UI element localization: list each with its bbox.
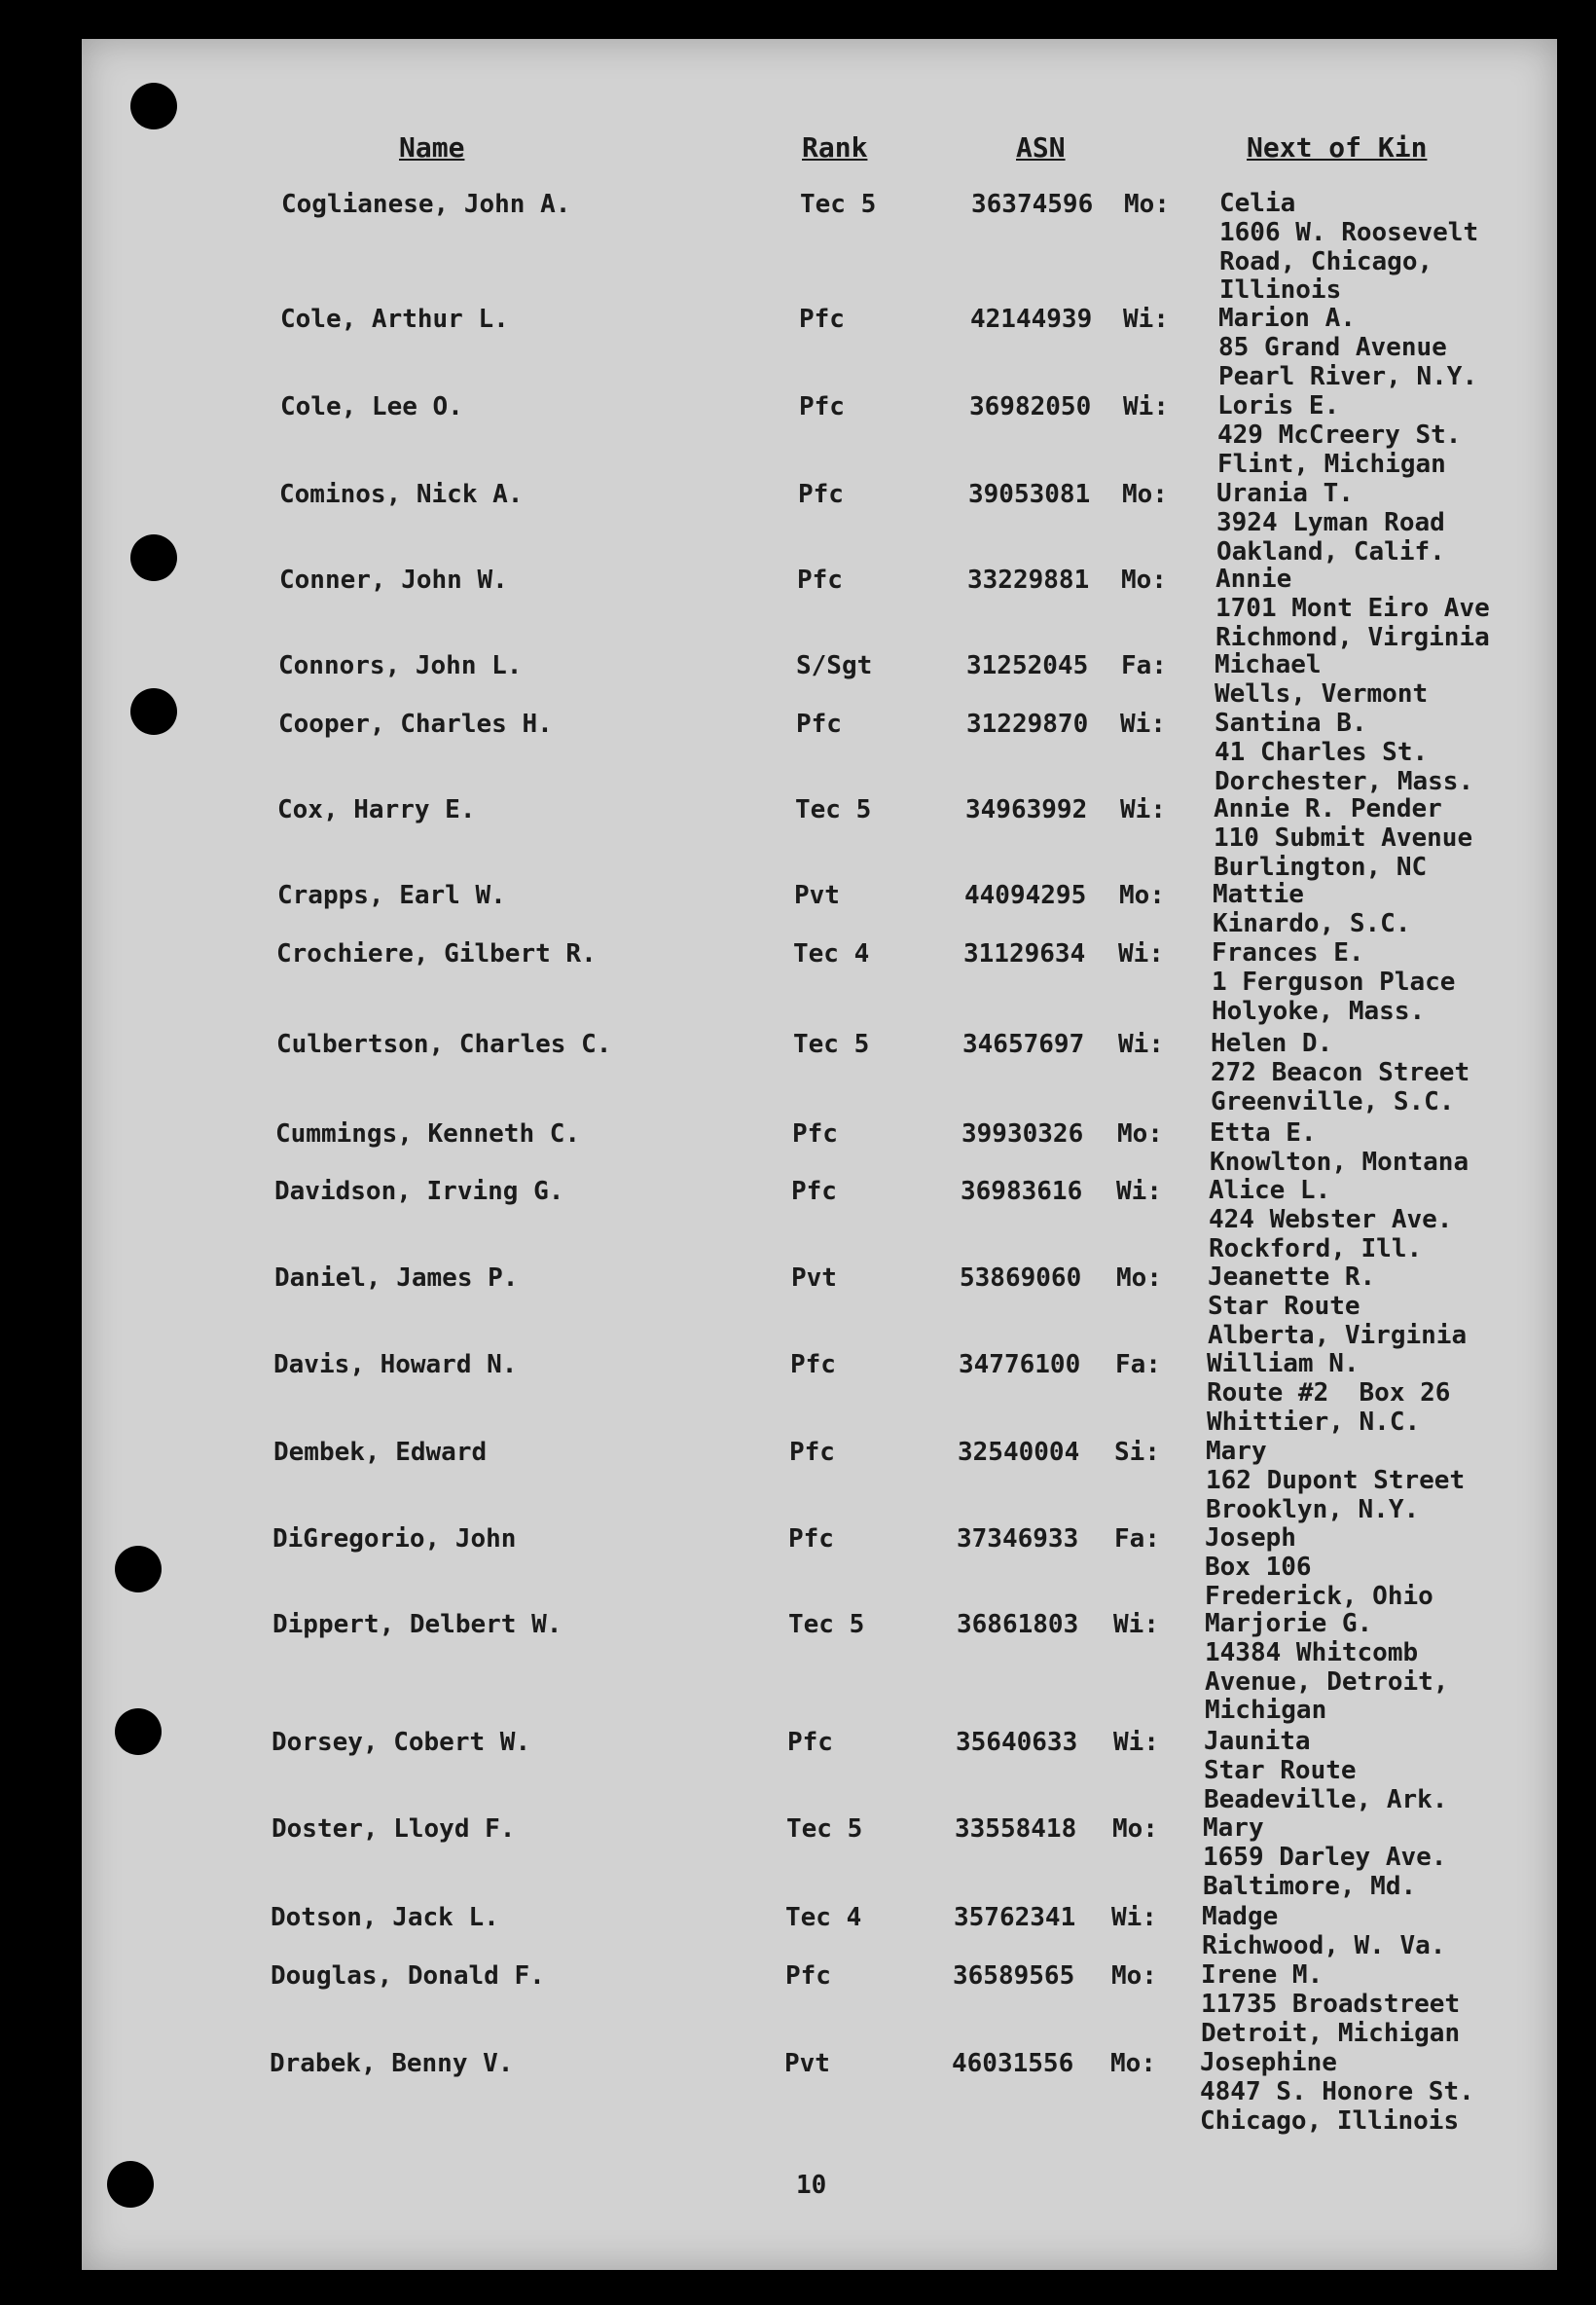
kin-line: Mary <box>1206 1437 1267 1466</box>
punch-hole <box>115 1708 162 1755</box>
kin-line: Flint, Michigan <box>1217 449 1446 479</box>
soldier-name: Connors, John L. <box>278 651 523 680</box>
soldier-rank: Tec 5 <box>800 190 877 219</box>
next-of-kin-address <box>1215 710 1473 796</box>
soldier-name: Cole, Lee O. <box>280 392 463 421</box>
soldier-name: Davis, Howard N. <box>273 1350 518 1379</box>
kin-line: Kinardo, S.C. <box>1213 908 1411 938</box>
kin-line: Mattie <box>1213 880 1304 909</box>
soldier-rank: Pfc <box>790 1350 836 1379</box>
kin-line: 41 Charles St. <box>1215 737 1429 767</box>
soldier-rank: Tec 4 <box>793 939 870 969</box>
kin-line: Rockford, Ill. <box>1209 1233 1423 1263</box>
kin-line: 1659 Darley Ave. <box>1203 1842 1447 1872</box>
kin-relation: Mo: <box>1116 1263 1162 1293</box>
soldier-rank: Pfc <box>789 1438 835 1467</box>
kin-line: Holyoke, Mass. <box>1212 996 1426 1026</box>
next-of-kin-address <box>1200 2049 1474 2136</box>
kin-line: 1701 Mont Eiro Ave <box>1215 593 1490 623</box>
soldier-asn: 42144939 <box>970 305 1093 334</box>
soldier-asn: 32540004 <box>958 1438 1080 1467</box>
soldier-asn: 44094295 <box>964 881 1087 910</box>
soldier-name: Daniel, James P. <box>274 1263 519 1293</box>
kin-line: Frances E. <box>1212 938 1364 968</box>
soldier-asn: 39053081 <box>968 480 1091 509</box>
next-of-kin-address <box>1215 651 1428 710</box>
kin-line: Beadeville, Ark. <box>1204 1784 1448 1814</box>
soldier-asn: 39930326 <box>961 1119 1084 1149</box>
next-of-kin-address <box>1214 795 1472 882</box>
soldier-rank: Pfc <box>799 392 845 421</box>
kin-relation: Mo: <box>1111 1961 1157 1991</box>
soldier-asn: 36374596 <box>971 190 1094 219</box>
next-of-kin-address <box>1213 881 1411 939</box>
kin-relation: Wi: <box>1123 305 1169 334</box>
kin-line: 1 Ferguson Place <box>1212 967 1456 997</box>
soldier-rank: Pfc <box>788 1524 834 1554</box>
kin-relation: Fa: <box>1114 1524 1160 1554</box>
next-of-kin-address <box>1205 1610 1448 1726</box>
kin-line: Star Route <box>1204 1755 1357 1785</box>
kin-line: Josephine <box>1200 2048 1337 2077</box>
kin-line: Star Route <box>1208 1291 1360 1321</box>
soldier-name: Culbertson, Charles C. <box>276 1030 612 1059</box>
soldier-name: Douglas, Donald F. <box>271 1961 545 1991</box>
kin-relation: Wi: <box>1118 939 1164 969</box>
next-of-kin-address <box>1210 1119 1469 1178</box>
kin-relation: Wi: <box>1123 392 1169 421</box>
kin-line: Alice L. <box>1209 1176 1331 1205</box>
soldier-rank: Tec 5 <box>786 1814 863 1844</box>
kin-relation: Mo: <box>1117 1119 1163 1149</box>
next-of-kin-address <box>1201 1961 1460 2048</box>
next-of-kin-address <box>1204 1728 1447 1814</box>
kin-line: Michigan <box>1205 1696 1327 1726</box>
kin-line: 4847 S. Honore St. <box>1200 2076 1474 2106</box>
next-of-kin-address <box>1217 392 1461 479</box>
next-of-kin-address <box>1203 1814 1446 1901</box>
soldier-name: Doster, Lloyd F. <box>272 1814 516 1844</box>
kin-line: Celia <box>1219 189 1296 218</box>
kin-line: Greenville, S.C. <box>1211 1086 1455 1116</box>
soldier-name: Drabek, Benny V. <box>270 2049 514 2078</box>
soldier-name: Crochiere, Gilbert R. <box>276 939 597 969</box>
kin-line: Box 106 <box>1205 1552 1312 1582</box>
soldier-asn: 31229870 <box>966 710 1089 739</box>
kin-line: Jaunita <box>1204 1727 1311 1756</box>
soldier-name: DiGregorio, John <box>272 1524 517 1554</box>
kin-line: Joseph <box>1205 1523 1296 1553</box>
kin-line: Richmond, Virginia <box>1215 622 1490 652</box>
soldier-name: Crapps, Earl W. <box>277 881 506 910</box>
soldier-rank: Pfc <box>787 1728 833 1757</box>
next-of-kin-address <box>1209 1177 1452 1263</box>
kin-line: Oakland, Calif. <box>1216 536 1445 567</box>
kin-line: Jeanette R. <box>1208 1262 1376 1292</box>
next-of-kin-address <box>1215 566 1490 652</box>
soldier-name: Conner, John W. <box>279 566 508 595</box>
kin-line: 14384 Whitcomb <box>1205 1637 1419 1667</box>
next-of-kin-address <box>1206 1438 1465 1524</box>
soldier-asn: 34963992 <box>965 795 1088 824</box>
kin-line: Brooklyn, N.Y. <box>1206 1494 1420 1524</box>
soldier-name: Cummings, Kenneth C. <box>275 1119 581 1149</box>
header-rank: Rank <box>802 131 868 164</box>
kin-line: 424 Webster Ave. <box>1209 1204 1453 1234</box>
soldier-rank: Pfc <box>785 1961 831 1991</box>
kin-line: Annie <box>1215 565 1292 594</box>
kin-line: Baltimore, Md. <box>1203 1871 1417 1901</box>
kin-line: Michael <box>1215 650 1322 679</box>
kin-line: Urania T. <box>1216 479 1354 508</box>
header-next-of-kin: Next of Kin <box>1247 131 1428 164</box>
next-of-kin-address <box>1202 1903 1445 1961</box>
soldier-asn: 36589565 <box>953 1961 1075 1991</box>
kin-line: Etta E. <box>1210 1118 1317 1148</box>
soldier-asn: 46031556 <box>952 2049 1074 2078</box>
kin-relation: Wi: <box>1120 710 1166 739</box>
kin-relation: Wi: <box>1116 1177 1162 1206</box>
kin-relation: Si: <box>1114 1438 1160 1467</box>
next-of-kin-address <box>1211 1030 1469 1116</box>
soldier-name: Davidson, Irving G. <box>274 1177 564 1206</box>
kin-line: Pearl River, N.Y. <box>1218 361 1478 391</box>
next-of-kin-address <box>1205 1524 1433 1611</box>
kin-relation: Wi: <box>1113 1610 1159 1639</box>
punch-hole <box>115 1546 162 1592</box>
kin-relation: Wi: <box>1118 1030 1164 1059</box>
kin-line: Knowlton, Montana <box>1210 1147 1469 1177</box>
kin-line: Dorchester, Mass. <box>1215 766 1474 796</box>
soldier-asn: 31252045 <box>966 651 1089 680</box>
soldier-name: Coglianese, John A. <box>281 190 571 219</box>
kin-line: Whittier, N.C. <box>1207 1407 1421 1437</box>
kin-line: Road, Chicago, <box>1219 246 1433 276</box>
soldier-name: Cox, Harry E. <box>277 795 476 824</box>
kin-line: Irene M. <box>1201 1960 1324 1990</box>
soldier-asn: 35762341 <box>954 1903 1076 1932</box>
soldier-asn: 34776100 <box>959 1350 1081 1379</box>
soldier-name: Cole, Arthur L. <box>280 305 509 334</box>
kin-line: Illinois <box>1219 275 1342 306</box>
kin-line: Wells, Vermont <box>1215 678 1429 709</box>
kin-relation: Mo: <box>1121 566 1167 595</box>
soldier-rank: Tec 5 <box>788 1610 865 1639</box>
kin-relation: Fa: <box>1121 651 1167 680</box>
kin-line: Alberta, Virginia <box>1208 1320 1468 1350</box>
kin-line: Route #2 Box 26 <box>1207 1377 1451 1408</box>
soldier-asn: 33229881 <box>967 566 1090 595</box>
kin-line: 85 Grand Avenue <box>1218 332 1447 362</box>
kin-line: Loris E. <box>1217 391 1340 421</box>
next-of-kin-address <box>1212 939 1455 1026</box>
soldier-rank: Pfc <box>799 305 845 334</box>
kin-line: 1606 W. Roosevelt <box>1219 217 1479 247</box>
soldier-asn: 33558418 <box>955 1814 1077 1844</box>
kin-line: Chicago, Illinois <box>1200 2105 1460 2136</box>
soldier-asn: 36982050 <box>969 392 1092 421</box>
kin-line: 110 Submit Avenue <box>1214 823 1473 853</box>
kin-line: Richwood, W. Va. <box>1202 1930 1446 1960</box>
kin-line: 272 Beacon Street <box>1211 1057 1470 1087</box>
soldier-asn: 53869060 <box>960 1263 1082 1293</box>
soldier-name: Dippert, Delbert W. <box>272 1610 562 1639</box>
soldier-name: Cominos, Nick A. <box>279 480 524 509</box>
kin-line: Avenue, Detroit, <box>1205 1666 1449 1697</box>
kin-relation: Mo: <box>1119 881 1165 910</box>
kin-line: Annie R. Pender <box>1214 794 1442 823</box>
kin-line: Helen D. <box>1211 1029 1333 1058</box>
soldier-asn: 36861803 <box>957 1610 1079 1639</box>
soldier-rank: Pvt <box>791 1263 837 1293</box>
soldier-rank: Pfc <box>798 480 844 509</box>
next-of-kin-address <box>1219 190 1478 306</box>
soldier-name: Dorsey, Cobert W. <box>272 1728 531 1757</box>
page-number: 10 <box>796 2171 827 2200</box>
next-of-kin-address <box>1208 1263 1467 1350</box>
soldier-rank: Pvt <box>794 881 840 910</box>
kin-line: William N. <box>1207 1349 1360 1378</box>
soldier-asn: 36983616 <box>961 1177 1083 1206</box>
kin-line: Detroit, Michigan <box>1201 2018 1461 2048</box>
kin-line: Frederick, Ohio <box>1205 1581 1433 1611</box>
soldier-rank: Tec 4 <box>785 1903 862 1932</box>
soldier-rank: Pvt <box>784 2049 830 2078</box>
soldier-name: Dotson, Jack L. <box>271 1903 499 1932</box>
header-asn: ASN <box>1016 131 1066 164</box>
punch-hole <box>130 83 177 129</box>
soldier-asn: 31129634 <box>963 939 1086 969</box>
soldier-rank: Pfc <box>791 1177 837 1206</box>
kin-line: Mary <box>1203 1813 1264 1843</box>
punch-hole <box>130 534 177 581</box>
soldier-name: Cooper, Charles H. <box>278 710 553 739</box>
header-name: Name <box>399 131 465 164</box>
kin-line: Santina B. <box>1215 709 1367 738</box>
soldier-asn: 35640633 <box>956 1728 1078 1757</box>
kin-line: Marion A. <box>1218 304 1356 333</box>
kin-line: Marjorie G. <box>1205 1609 1373 1638</box>
kin-line: 429 McCreery St. <box>1217 420 1462 450</box>
kin-relation: Mo: <box>1122 480 1168 509</box>
next-of-kin-address <box>1207 1350 1450 1437</box>
soldier-asn: 37346933 <box>957 1524 1079 1554</box>
soldier-rank: Tec 5 <box>793 1030 870 1059</box>
kin-line: Burlington, NC <box>1214 852 1428 882</box>
kin-relation: Mo: <box>1124 190 1170 219</box>
kin-relation: Mo: <box>1112 1814 1158 1844</box>
soldier-rank: S/Sgt <box>796 651 873 680</box>
punch-hole <box>130 688 177 735</box>
kin-line: 3924 Lyman Road <box>1216 507 1445 537</box>
kin-relation: Wi: <box>1113 1728 1159 1757</box>
soldier-rank: Tec 5 <box>795 795 872 824</box>
soldier-rank: Pfc <box>797 566 843 595</box>
kin-line: 162 Dupont Street <box>1206 1465 1466 1495</box>
next-of-kin-address <box>1216 480 1445 567</box>
punch-hole <box>107 2161 154 2208</box>
kin-line: Madge <box>1202 1902 1279 1931</box>
kin-relation: Fa: <box>1115 1350 1161 1379</box>
kin-relation: Mo: <box>1110 2049 1156 2078</box>
soldier-name: Dembek, Edward <box>273 1438 488 1467</box>
next-of-kin-address <box>1218 305 1477 391</box>
kin-relation: Wi: <box>1120 795 1166 824</box>
soldier-rank: Pfc <box>796 710 842 739</box>
kin-relation: Wi: <box>1111 1903 1157 1932</box>
kin-line: 11735 Broadstreet <box>1201 1989 1461 2019</box>
soldier-rank: Pfc <box>792 1119 838 1149</box>
soldier-asn: 34657697 <box>962 1030 1085 1059</box>
